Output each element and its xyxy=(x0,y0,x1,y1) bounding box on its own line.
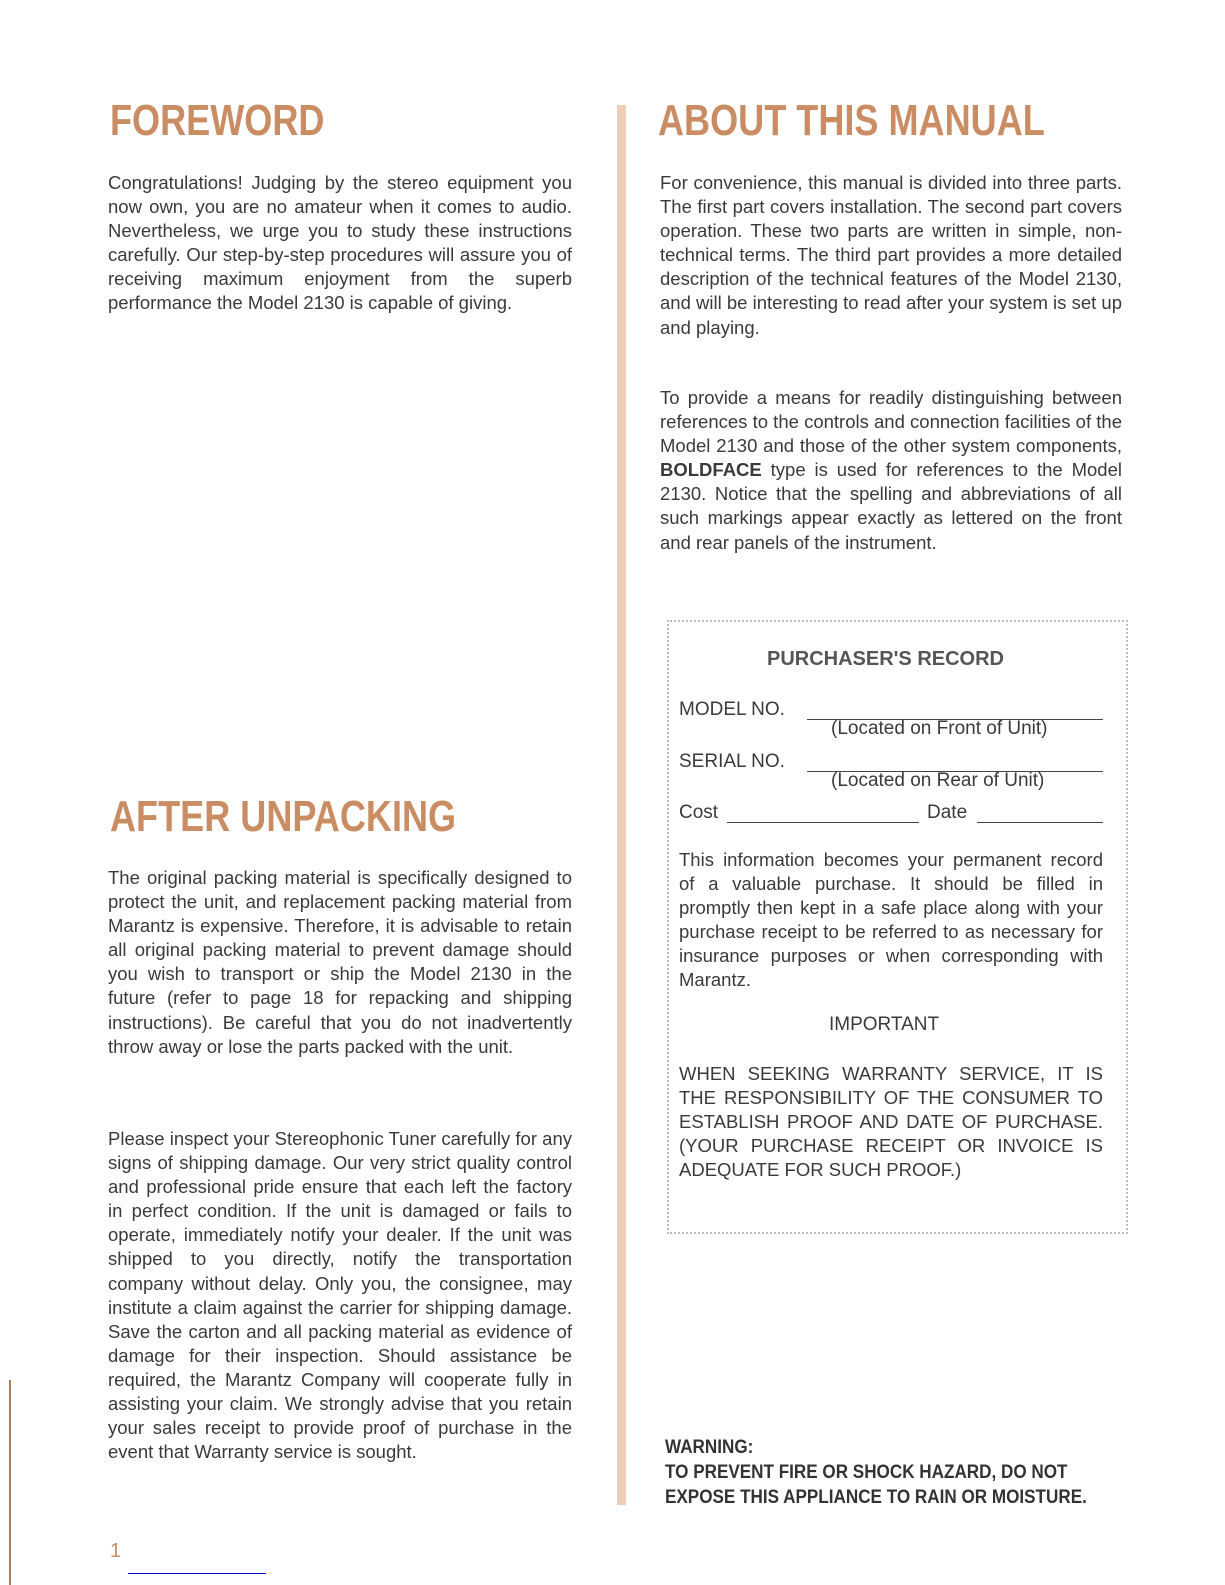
cost-field[interactable] xyxy=(727,822,919,823)
after-unpacking-paragraph-1: The original packing material is specifically designed to protect the unit, and replacement packing material from Marantz is expensive. Therefore, it is advisable to retain all original packing material to prevent damage should you wish to transport or ship the Model 2130 in the future (refer to page 18 for repacking and shipping instructions). Be careful that you do not inadvertently throw away or lose the parts packed with the unit. xyxy=(108,867,572,1057)
page-number-rule xyxy=(128,1573,266,1574)
text: type is used for references to the Model 2130. Notice that the spelling and abbreviations of all such markings appear exactly as lettered on the front and rear panels of the instrument. xyxy=(660,459,1122,553)
serial-label: SERIAL NO. xyxy=(679,751,785,772)
date-label: Date xyxy=(927,802,968,823)
after-unpacking-heading: AFTER UNPACKING xyxy=(110,792,457,841)
model-label: MODEL NO. xyxy=(679,699,785,720)
model-note: (Located on Front of Unit) xyxy=(831,718,1048,739)
important-title: IMPORTANT xyxy=(829,1014,940,1035)
about-paragraph-2 xyxy=(660,386,1122,555)
foreword-body: Congratulations! Judging by the stereo equipment you now own, you are no amateur when it comes to audio. Nevertheless, we urge you to study these instructions carefully. Our step-by-step procedures will assure you of receiving maximum enjoyment from the superb performance the Model 2130 is capable of giving. xyxy=(108,172,572,314)
after-unpacking-paragraph-2: Please inspect your Stereophonic Tuner carefully for any signs of shipping damage. Our very strict quality control and professional pride ensure that each left the factory in perfect condition. If the unit is damaged or fails to operate, immediately notify your dealer. If the unit was shipped to you directly, notify the transportation company without delay. Only you, the consignee, may institute a claim against the carrier for shipping damage. Save the carton and all packing material as evidence of damage for their inspection. Should assistance be required, the Marantz Company will cooperate fully in assisting your claim. We strongly advise that you retain your sales receipt to provide proof of purchase in the event that Warranty service is sought. xyxy=(108,1128,572,1463)
column-divider xyxy=(617,105,626,1505)
warning-line-2: EXPOSE THIS APPLIANCE TO RAIN OR MOISTURE. xyxy=(665,1487,1087,1508)
record-title: PURCHASER'S RECORD xyxy=(767,648,1005,670)
warning-label: WARNING: xyxy=(665,1437,754,1458)
about-paragraph-1: For convenience, this manual is divided into three parts. The first part covers installation. The second part covers operation. These two parts are written in simple, non-technical terms. The third part provides a more detailed description of the technical features of the Model 2130, and will be interesting to read after your system is set up and playing. xyxy=(660,172,1122,338)
important-text: WHEN SEEKING WARRANTY SERVICE, IT IS THE RESPONSIBILITY OF THE CONSUMER TO ESTABLISH PROOF AND DATE OF PURCHASE. (YOUR PURCHASE RECEIPT OR INVOICE IS ADEQUATE FOR SUCH PROOF.) xyxy=(679,1063,1103,1181)
record-info: This information becomes your permanent record of a valuable purchase. It should be filled in promptly then kept in a safe place along with your purchase receipt to be referred to as necessary for insurance purposes or when corresponding with Marantz. xyxy=(679,849,1103,991)
page-number: 1 xyxy=(110,1540,122,1562)
date-field[interactable] xyxy=(977,822,1103,823)
cost-label: Cost xyxy=(679,802,719,823)
page-edge-line xyxy=(9,1380,11,1585)
boldface-term: BOLDFACE xyxy=(660,459,762,481)
warning-line-1: TO PREVENT FIRE OR SHOCK HAZARD, DO NOT xyxy=(665,1462,1068,1483)
about-heading: ABOUT THIS MANUAL xyxy=(658,96,1045,145)
serial-note: (Located on Rear of Unit) xyxy=(831,770,1045,791)
purchasers-record-box xyxy=(667,620,1128,1234)
foreword-heading: FOREWORD xyxy=(110,96,325,145)
text: To provide a means for readily distinguishing between references to the controls and connection facilities of the Model 2130 and those of the other system components, xyxy=(660,387,1122,457)
